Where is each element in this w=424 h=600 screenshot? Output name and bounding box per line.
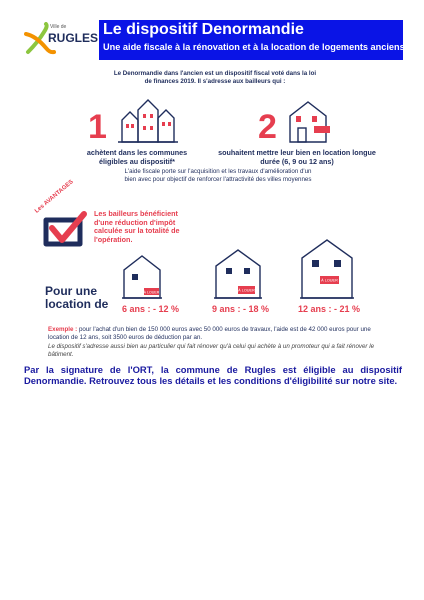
sign-label-1: À LOUER [143, 290, 160, 295]
advantages-check-badge-icon [36, 204, 90, 258]
rate-9-years: 9 ans : - 18 % [212, 304, 270, 314]
sign-label-2: À LOUER [238, 288, 255, 293]
criterion-2-number: 2 [258, 108, 277, 146]
aid-description: L'aide fiscale porte sur l'acquisition et les travaux d'amélioration d'un bien avec pour objectif de renforcer l'attractivité des villes moyennes [124, 168, 312, 183]
rental-label: Pour une location de [45, 284, 109, 311]
advantages-badge-label: Les AVANTAGES [34, 179, 75, 215]
small-house-icon [122, 254, 162, 300]
rugles-logo [24, 22, 98, 56]
large-house-icon [300, 238, 354, 300]
sign-label-3: À LOUER [321, 278, 338, 283]
criterion-1-number: 1 [88, 108, 107, 146]
rate-12-years: 12 ans : - 21 % [298, 304, 361, 314]
criterion-2-text: souhaitent mettre leur bien en location longue durée (6, 9 ou 12 ans) [218, 148, 376, 166]
audience-note: Le dispositif s'adresse aussi bien au particulier qui fait rénover qu'à celui qui achète à un promoteur qui a fait rénover le bâtiment. [48, 343, 375, 358]
example-label: Exemple : [48, 326, 78, 333]
page-subtitle: Une aide fiscale à la rénovation et à la location de logements anciens [103, 42, 405, 52]
intro-text: Le Denormandie dans l'ancien est un dispositif fiscal voté dans la loi de finances 2019. Il s'adresse aux bailleurs qui : [113, 70, 317, 85]
ort-paragraph: Par la signature de l'ORT, la commune de Rugles est éligible au dispositif Denormandie. Retrouvez tous les détails et les conditions d'éligibilité sur notre site. [24, 364, 402, 386]
example-body: pour l'achat d'un bien de 150 000 euros avec 50 000 euros de travaux, l'aide est de 42 000 euros pour une location de 12 ans, soit 3500 euros de déduction par an. [48, 326, 371, 341]
advantages-text: Les bailleurs bénéficient d'une réduction d'impôt calculée sur la totalité de l'opération. [94, 209, 180, 244]
logo-text: RUGLES [48, 31, 99, 45]
row-houses-icon [118, 96, 178, 144]
example-text [48, 326, 384, 341]
logo-small-text: Ville de [50, 24, 67, 30]
page-title: Le dispositif Denormandie [103, 21, 304, 38]
house-for-rent-icon [286, 98, 332, 144]
criterion-1-text: achètent dans les communes éligibles au dispositif* [86, 148, 188, 166]
medium-house-icon [214, 248, 262, 300]
rate-6-years: 6 ans : - 12 % [122, 304, 180, 314]
